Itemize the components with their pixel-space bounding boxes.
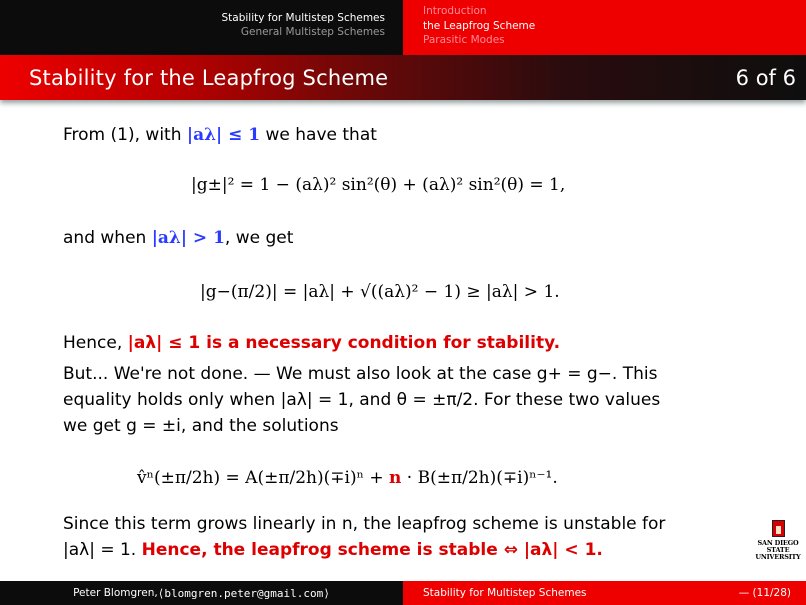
nav-subsection-current[interactable]: the Leapfrog Scheme — [423, 19, 536, 32]
sdsu-shield-icon — [772, 520, 785, 537]
condition-highlight: |aλ| > 1 — [151, 228, 225, 248]
university-logo — [755, 520, 801, 570]
footer — [0, 581, 806, 605]
paragraph-4-line-2: equality holds only when |aλ| = 1, and θ = ±π/2. For these two values — [63, 390, 661, 410]
section-nav — [0, 0, 403, 55]
paragraph-5-line-1: Since this term grows linearly in n, the leapfrog scheme is unstable for — [63, 514, 666, 534]
nav-subsection[interactable]: Introduction — [423, 5, 487, 17]
subsection-nav — [403, 0, 806, 55]
paragraph-4-line-1: But... We're not done. — We must also look at the case g+ = g−. This — [63, 364, 658, 384]
author-email: ⟨blomgren.peter@gmail.com⟩ — [157, 586, 330, 600]
condition-highlight: |aλ| ≤ 1 — [186, 125, 261, 145]
nav-section[interactable]: General Multistep Schemes — [240, 26, 385, 38]
nav-subsection[interactable]: Parasitic Modes — [423, 34, 505, 46]
n-highlight: n — [389, 468, 402, 488]
frame-title: Stability for the Leapfrog Scheme — [29, 65, 389, 90]
paragraph-3: Hence, |aλ| ≤ 1 is a necessary condition for stability. — [63, 333, 561, 353]
paragraph-5-line-2: |aλ| = 1. Hence, the leapfrog scheme is stable ⇔ |aλ| < 1. — [63, 540, 603, 560]
equation-1: |g±|² = 1 − (aλ)² sin²(θ) + (aλ)² sin²(θ) = 1, — [191, 175, 566, 195]
paragraph-2: and when |aλ| > 1, we get — [63, 228, 294, 248]
necessary-condition-highlight: |aλ| ≤ 1 is a necessary condition for stability. — [127, 333, 561, 353]
nav-section-current[interactable]: Stability for Multistep Schemes — [221, 12, 385, 24]
frame-title-bar — [0, 55, 806, 100]
stability-conclusion-highlight: Hence, the leapfrog scheme is stable ⇔ |aλ| < 1. — [141, 540, 603, 560]
paragraph-1: From (1), with |aλ| ≤ 1 we have that — [63, 125, 377, 145]
top-navigation — [0, 0, 806, 55]
footer-info — [403, 581, 806, 605]
frame-counter: 6 of 6 — [735, 65, 796, 90]
equation-2: |g−(π/2)| = |aλ| + √((aλ)² − 1) ≥ |aλ| > 1. — [200, 282, 560, 302]
equation-3: v̂ⁿ(±π/2h) = A(±π/2h)(∓i)ⁿ + n · B(±π/2h)(∓i)ⁿ⁻¹. — [137, 468, 558, 488]
paragraph-4-line-3: we get g = ±i, and the solutions — [63, 416, 339, 436]
logo-text: SAN DIEGO STATE UNIVERSITY — [755, 539, 801, 561]
page-number: — (11/28) — [738, 587, 791, 599]
footer-author: Peter Blomgren, ⟨blomgren.peter@gmail.com⟩ — [0, 581, 403, 605]
footer-section[interactable]: Stability for Multistep Schemes — [423, 587, 587, 599]
